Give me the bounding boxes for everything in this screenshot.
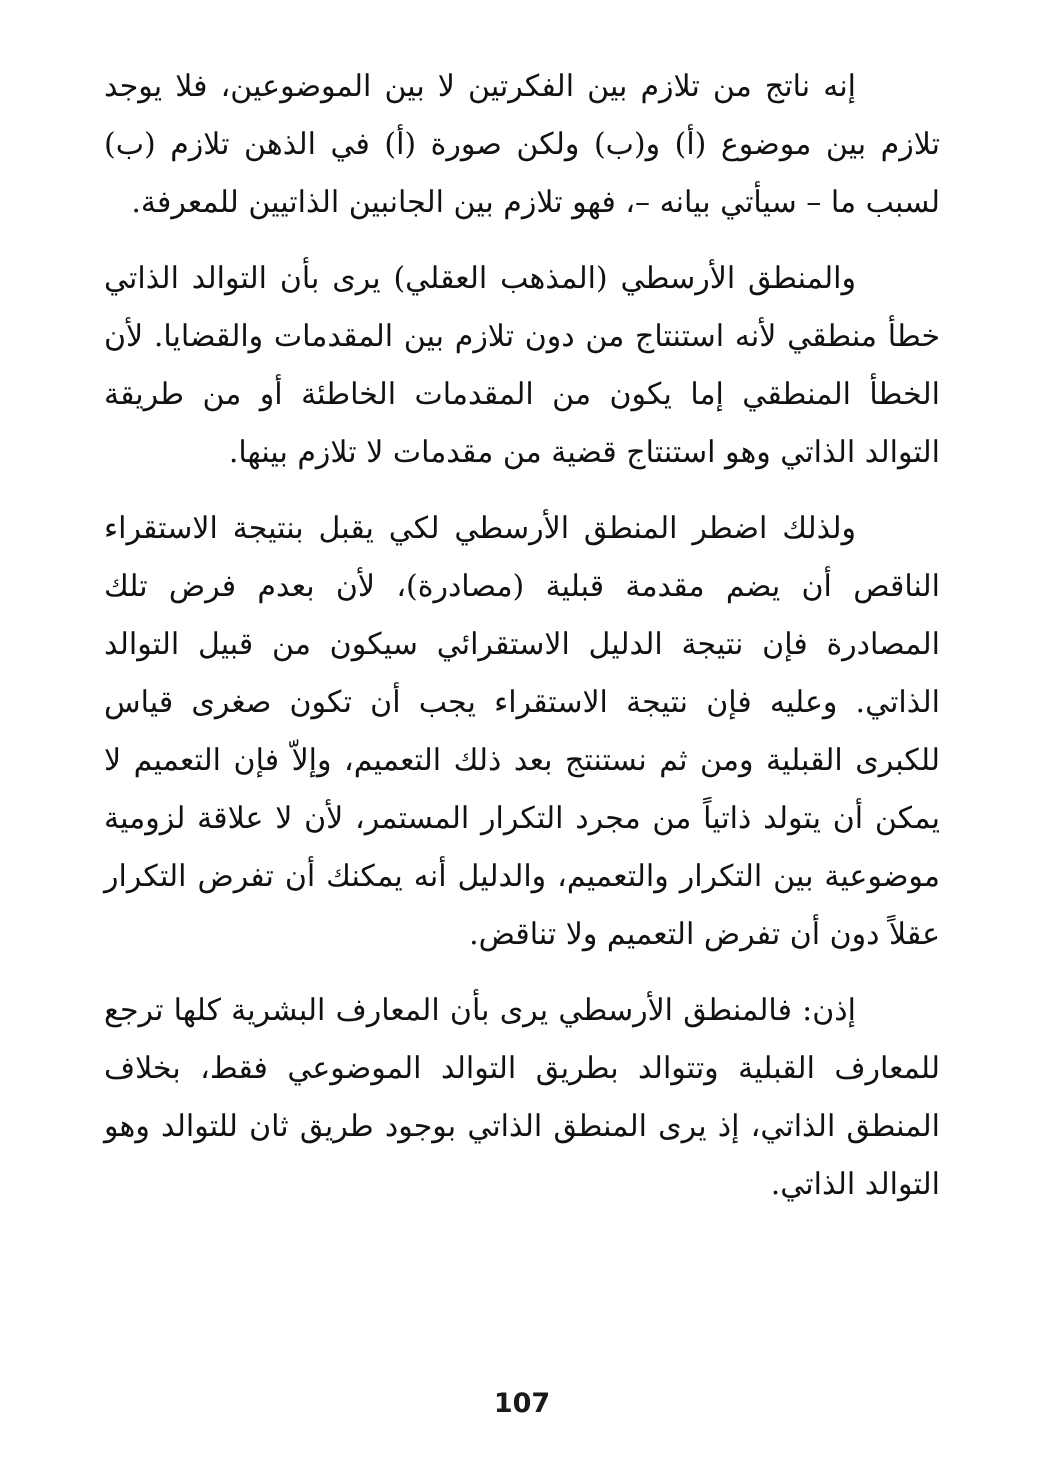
paragraph-1: إنه ناتج من تلازم بين الفكرتين لا بين الموضوعين، فلا يوجد تلازم بين موضوع (أ) و(ب) ولكن صورة (أ) في الذهن تلازم (ب) لسبب ما – سيأتي بيانه –، فهو تلازم بين الجانبين الذاتيين للمعرفة. [104, 69, 940, 220]
body-text [104, 58, 940, 1232]
paragraph-4: إذن: فالمنطق الأرسطي يرى بأن المعارف البشرية كلها ترجع للمعارف القبلية وتتوالد بطريق التوالد الموضوعي فقط، بخلاف المنطق الذاتي، إذ يرى المنطق الذاتي بوجود طريق ثان للتوالد وهو التوالد الذاتي. [104, 993, 940, 1202]
paragraph-2: والمنطق الأرسطي (المذهب العقلي) يرى بأن التوالد الذاتي خطأ منطقي لأنه استنتاج من دون تلازم بين المقدمات والقضايا. لأن الخطأ المنطقي إما يكون من المقدمات الخاطئة أو من طريقة التوالد الذاتي وهو استنتاج قضية من مقدمات لا تلازم بينها. [104, 261, 940, 470]
paragraph-3: ولذلك اضطر المنطق الأرسطي لكي يقبل بنتيجة الاستقراء الناقص أن يضم مقدمة قبلية (مصادرة)، لأن بعدم فرض تلك المصادرة فإن نتيجة الدليل الاستقرائي سيكون من قبيل التوالد الذاتي. وعليه فإن نتيجة الاستقراء يجب أن تكون صغرى قياس للكبرى القبلية ومن ثم نستنتج بعد ذلك التعميم، وإلاّ فإن التعميم لا يمكن أن يتولد ذاتياً من مجرد التكرار المستمر، لأن لا علاقة لزومية موضوعية بين التكرار والتعميم، والدليل أنه يمكنك أن تفرض التكرار عقلاً دون أن تفرض التعميم ولا تناقض. [104, 511, 940, 952]
page-number: 107 [493, 1388, 551, 1419]
